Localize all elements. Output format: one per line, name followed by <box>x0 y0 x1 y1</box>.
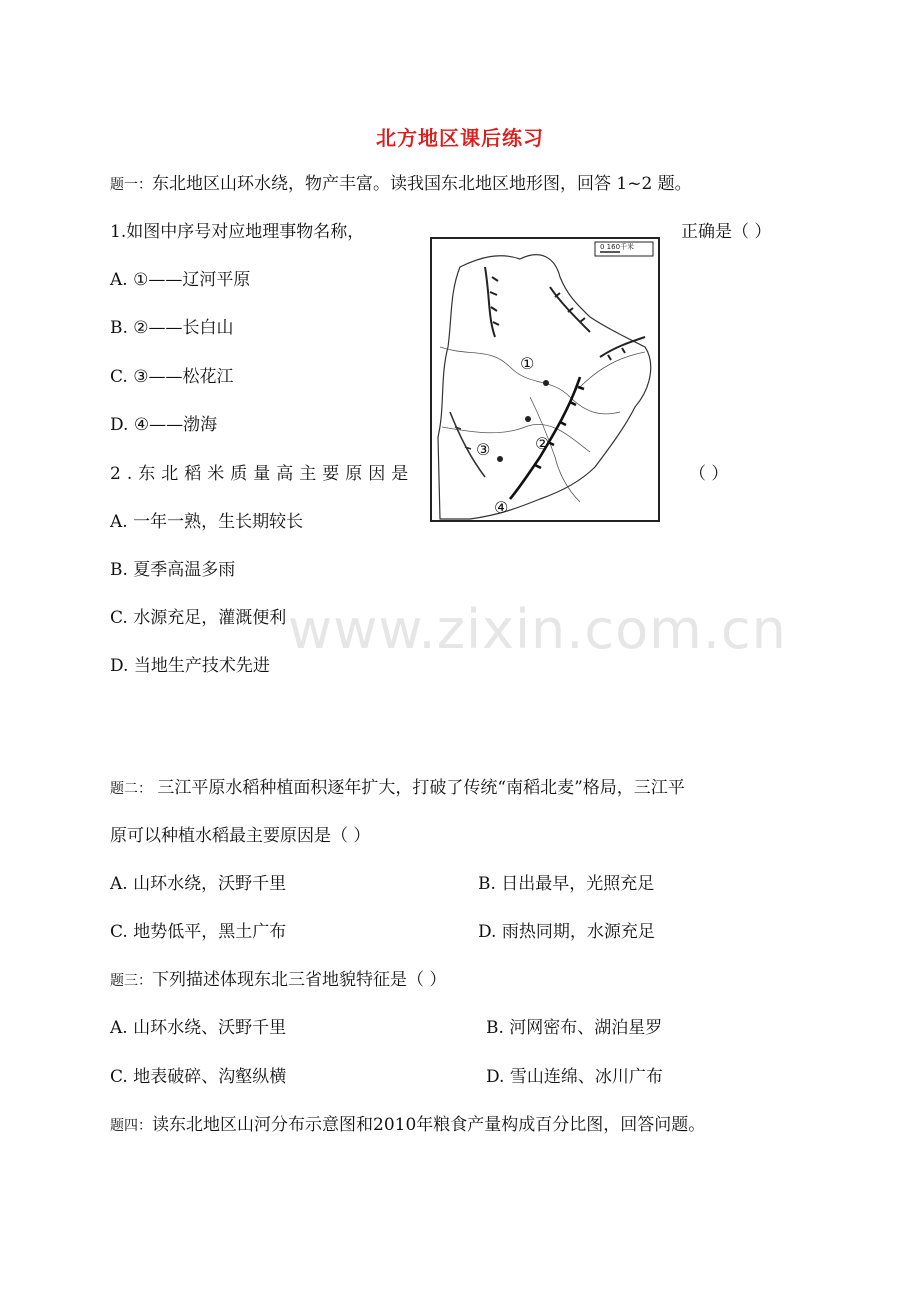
map-city-dot <box>543 380 549 386</box>
q1-item1-stem-left: 1.如图中序号对应地理事物名称， <box>110 222 365 242</box>
q3-prefix: 题三： <box>110 973 152 989</box>
q2-option-a: A. 山环水绕，沃野千里 <box>110 874 287 894</box>
q1-item1-option-c: C. ③——松花江 <box>110 367 234 387</box>
q1-item2-option-a: A. 一年一熟，生长期较长 <box>110 512 304 532</box>
q3-option-c: C. 地表破碎、沟壑纵横 <box>110 1067 287 1087</box>
map-marker-2: ② <box>535 434 550 453</box>
map-marker-1: ① <box>520 354 535 373</box>
q1-item2-stem-left: 2.东北稻米质量高主要原因是 <box>110 464 415 484</box>
map-scale-label: 0 160千米 <box>600 243 635 251</box>
q3-option-b: B. 河网密布、湖泊星罗 <box>486 1018 663 1038</box>
q3-option-d: D. 雪山连绵、冰川广布 <box>486 1067 663 1087</box>
q1-item2-option-d: D. 当地生产技术先进 <box>110 656 270 676</box>
q1-item1-stem-right: 正确是（ ） <box>681 222 772 242</box>
q2-line-2: 原可以种植水稻最主要原因是（ ） <box>110 826 371 846</box>
q2-prefix: 题二： <box>110 781 152 797</box>
q1-prefix: 题一： <box>110 177 152 193</box>
q2-option-d: D. 雨热同期，水源充足 <box>478 922 655 942</box>
map-city-dot-2 <box>525 416 531 422</box>
q2-option-b: B. 日出最早，光照充足 <box>478 874 655 894</box>
q1-item2-option-c: C. 水源充足，灌溉便利 <box>110 608 287 628</box>
page-title: 北方地区课后练习 <box>376 126 544 150</box>
q1-item1-option-a: A. ①——辽河平原 <box>110 270 251 290</box>
q2-line-1 <box>110 776 685 801</box>
q3-option-a: A. 山环水绕、沃野千里 <box>110 1018 287 1038</box>
q1-intro-line <box>110 172 692 197</box>
map-frame <box>431 238 659 521</box>
q1-item2-option-b: B. 夏季高温多雨 <box>110 560 236 580</box>
q1-item1-option-d: D. ④——渤海 <box>110 415 218 435</box>
q3-stem <box>110 968 446 993</box>
map-marker-3: ③ <box>476 440 491 459</box>
q2-option-c: C. 地势低平，黑土广布 <box>110 922 287 942</box>
q4-text: 读东北地区山河分布示意图和2010年粮食产量构成百分比图，回答问题。 <box>152 1115 706 1135</box>
q1-item2-stem-right: （ ） <box>689 464 729 484</box>
q4-prefix: 题四： <box>110 1118 152 1134</box>
q1-intro: 东北地区山环水绕，物产丰富。读我国东北地区地形图，回答 1~2 题。 <box>152 174 692 194</box>
q3-text: 下列描述体现东北三省地貌特征是（ ） <box>152 970 447 990</box>
map-city-dot-3 <box>497 456 503 462</box>
q2-text-1: 三江平原水稻种植面积逐年扩大，打破了传统“南稻北麦”格局，三江平 <box>152 778 685 798</box>
q4-stem <box>110 1113 705 1138</box>
northeast-terrain-map <box>430 237 660 522</box>
watermark: www.zixin.com.cn <box>288 598 787 661</box>
map-marker-4: ④ <box>494 498 509 517</box>
q1-item1-option-b: B. ②——长白山 <box>110 318 234 338</box>
